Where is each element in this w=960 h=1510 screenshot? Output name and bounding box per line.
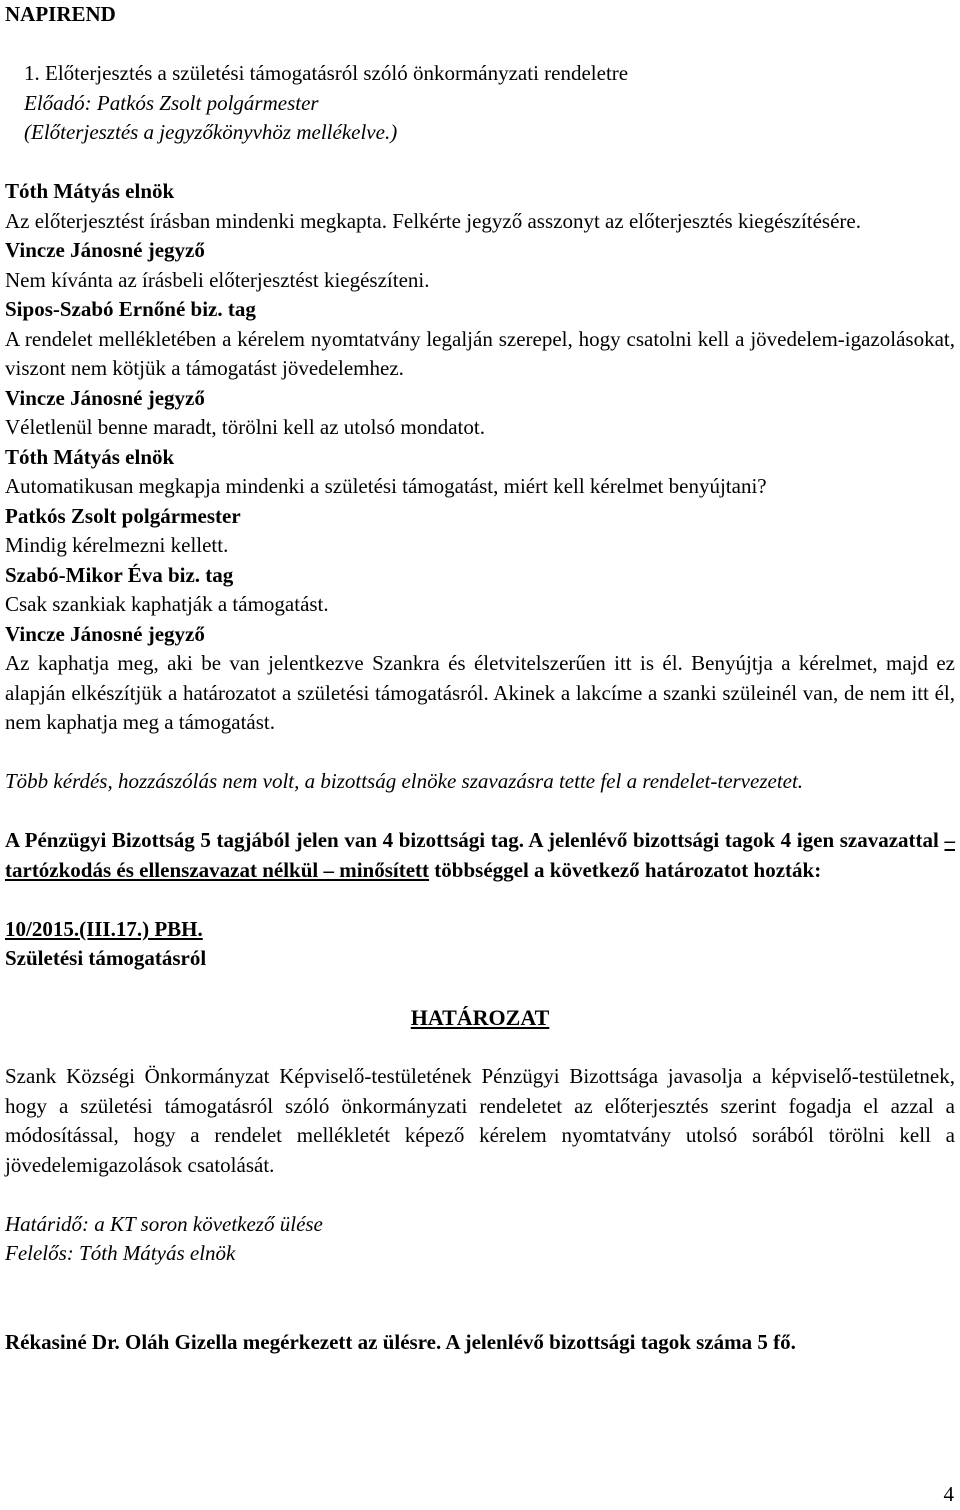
speaker-name: Patkós Zsolt polgármester — [5, 503, 241, 528]
spacer — [5, 974, 955, 1004]
page-number: 4 — [943, 1482, 954, 1506]
speech-text: Automatikusan megkapja mindenki a születési támogatást, miért kell kérelmet benyújtani? — [5, 474, 767, 498]
agenda-presenter: Előadó: Patkós Zsolt polgármester — [24, 90, 319, 115]
speech-text: Véletlenül benne maradt, törölni kell az utolsó mondatot. — [5, 415, 485, 439]
speaker-name: Vincze Jánosné jegyző — [5, 238, 205, 262]
speaker-name: Tóth Mátyás elnök — [5, 444, 175, 469]
resolution-subject: Születési támogatásról — [5, 946, 207, 970]
resolution-title: HATÁROZAT — [410, 1005, 550, 1030]
vote-result-underlined: –tartózkodás és ellenszavazat nélkül – minősített — [5, 828, 955, 882]
speech-text: Nem kívánta az írásbeli előterjesztést kiegészíteni. — [5, 267, 430, 292]
spacer — [5, 148, 955, 178]
speaker-name: Sipos-Szabó Ernőné biz. tag — [5, 297, 256, 321]
agenda-attachment-note: (Előterjesztés a jegyzőkönyvhöz mellékelve.) — [24, 120, 398, 144]
spacer — [5, 1298, 955, 1328]
speech-text: Az kaphatja meg, aki be van jelentkezve Szankra és életvitelszerűen itt is él. Benyújtja a kérelmet, majd ez alapján elkészítjük a határozatot a születési támogatásról. Akinek a lakcíme a szanki szüleinél van, de nem itt él, nem kaphatja meg a támogatást. — [5, 651, 955, 734]
speech-text: Az előterjesztést írásban mindenki megkapta. Felkérte jegyző asszonyt az előterjesztés kiegészítésére. — [5, 208, 861, 233]
speech-text: Csak szankiak kaphatják a támogatást. — [5, 592, 329, 616]
speech-text: A rendelet mellékletében a kérelem nyomtatvány legalján szerepel, hogy csatolni kell a jövedelem-igazolásokat, viszont nem kötjük a támogatást jövedelemhez. — [5, 326, 955, 380]
speaker-name: Szabó-Mikor Éva biz. tag — [5, 562, 234, 587]
resolution-body: Szank Községi Önkormányzat Képviselő-testületének Pénzügyi Bizottsága javasolja a képviselő-testületnek, hogy a születési támogatásról szóló önkormányzati rendeletet az előterjesztés szerint fogadja el azzal a módosítással, hogy a rendelet mellékletét képező kérelem nyomtatvány utolsó sorából törölni kell a jövedelemigazolások csatolását. — [5, 1064, 955, 1177]
spacer — [5, 1180, 955, 1210]
vote-call: Több kérdés, hozzászólás nem volt, a bizottság elnöke szavazásra tette fel a rendelet-tervezetet. — [5, 769, 804, 793]
spacer — [5, 30, 955, 60]
spacer — [5, 797, 955, 827]
agenda-item: 1. Előterjesztés a születési támogatásról szóló önkormányzati rendeletre — [24, 61, 629, 85]
speaker-name: Vincze Jánosné jegyző — [5, 621, 205, 646]
arrival-note: Rékasiné Dr. Oláh Gizella megérkezett az ülésre. A jelenlévő bizottsági tagok száma 5 fő. — [5, 1329, 796, 1354]
spacer — [5, 738, 955, 768]
resolution-responsible: Felelős: Tóth Mátyás elnök — [5, 1241, 236, 1265]
speech-text: Mindig kérelmezni kellett. — [5, 533, 229, 557]
document-page — [5, 0, 955, 1357]
resolution-number: 10/2015.(III.17.) PBH. — [5, 916, 203, 941]
vote-result — [5, 826, 955, 885]
spacer — [5, 1269, 955, 1299]
vote-result-part: többséggel a következő határozatot hozták: — [429, 857, 822, 882]
agenda-heading: NAPIREND — [5, 2, 116, 26]
spacer — [5, 1033, 955, 1063]
speaker-name: Vincze Jánosné jegyző — [5, 385, 205, 410]
vote-result-part: A Pénzügyi Bizottság 5 tagjából jelen van 4 bizottsági tag. A jelenlévő bizottsági tagok 4 igen szavazattal — [5, 828, 945, 852]
spacer — [5, 885, 955, 915]
speaker-name: Tóth Mátyás elnök — [5, 179, 175, 203]
resolution-deadline: Határidő: a KT soron következő ülése — [5, 1211, 323, 1236]
